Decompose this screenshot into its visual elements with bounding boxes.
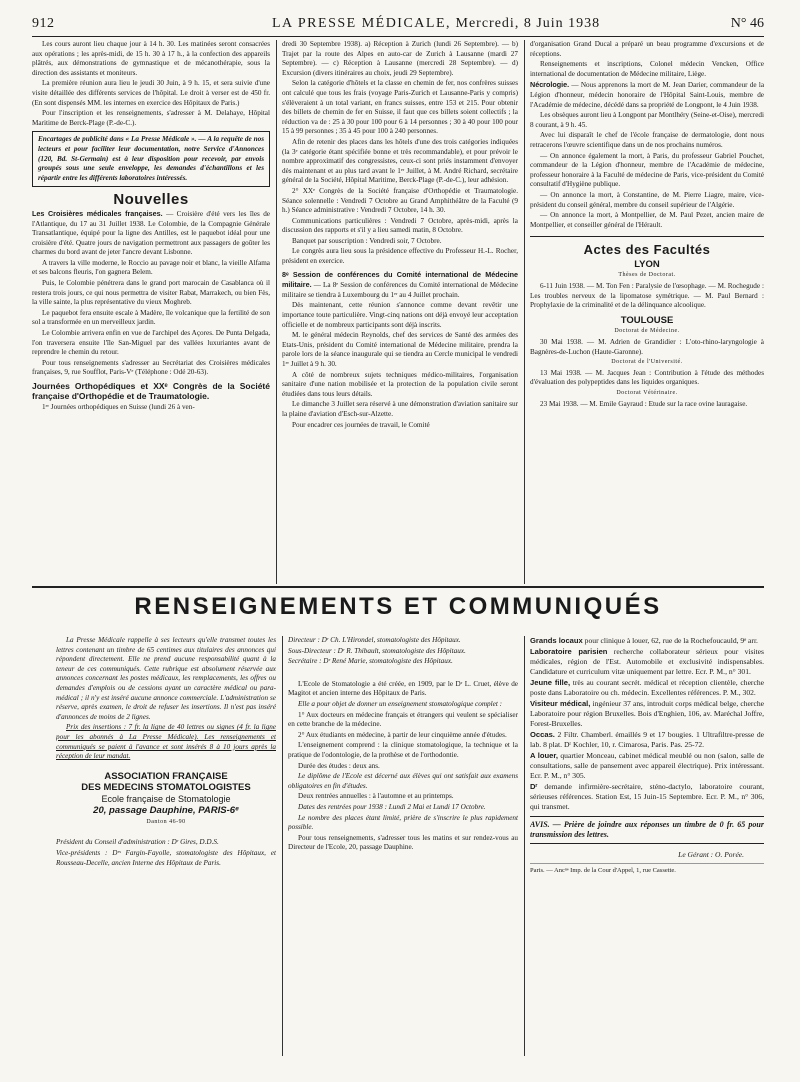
paragraph: Avec lui disparaît le chef de l'école française de dermatologie, dont nous retracerons l'œuvre scientifique dans un de nos prochains numéros.	[530, 131, 764, 149]
journal-title	[272, 16, 600, 32]
president: Président du Conseil d'administration : Dʳ Gires, D.D.S.	[56, 838, 219, 847]
subsection-title: Les Croisières médicales françaises.	[32, 208, 163, 218]
lower-column-1	[56, 636, 276, 1056]
school-address: 20, passage Dauphine, PARIS-6ᵉ	[93, 805, 239, 817]
section-title-actes: Actes des Facultés	[583, 242, 711, 258]
paragraph: 2° XXᵉ Congrès de la Société française d'Orthopédie et Traumatologie. Séance solennelle : Vendredi 7 Octobre au Grand Amphithéâtre de la Faculté (9 h.) Séance administrative : Vendredi 7 Octobre, 14 h. 30.	[282, 186, 518, 215]
paragraph: Elle a pour objet de donner un enseignement stomatologique complet :	[298, 699, 503, 708]
paragraph: M. le général médecin Reynolds, chef des services de Santé des armées des Etats-Unis, président du Comité international de Médecine militaire, prendra la parole lors de la séance inaugurale qui se tiendra au Cercle municipal le vendredi 1ᵉʳ Juillet à 9 h. 30.	[282, 331, 518, 368]
paragraph: L'Ecole de Stomatologie a été créée, en 1909, par le Dʳ L. Cruet, élève de Magitot et ancien interne des Hôpitaux de Paris.	[288, 679, 518, 698]
paragraph: Dès maintenant, cette réunion s'annonce comme devant revêtir une importance toute particulière. Vingt-cinq nations ont déjà envoyé leur acceptation officielle et de nombreux participants sont déjà inscrits.	[282, 301, 518, 329]
paragraph: d'organisation Grand Ducal a préparé un beau programme d'excursions et de réceptions.	[530, 40, 764, 58]
classified-text: recherche collaborateur sérieux pour visites médicales, région de l'Est. Automobile et exclusivité indispensables. Candidature et curriculum vitæ uniquement par lettre. Ecr. P. M., n° 301.	[530, 647, 764, 676]
lower-column-3	[530, 636, 764, 1056]
paragraph: L'enseignement comprend : la clinique stomatologique, la technique et la pratique de l'odontologie, de la prothèse et de l'orthodontie.	[288, 741, 518, 759]
subsection-title: Journées Orthopédiques et XXᵉ Congrès de la Société française d'Orthopédie et de Traumatologie.	[32, 381, 270, 401]
column-divider	[282, 636, 283, 1056]
subheading: Doctorat de l'Université.	[611, 359, 683, 366]
paragraph: 13 Mai 1938. — M. Jacques Jean : Contribution à l'étude des méthodes d'évaluation des polypeptides dans les liquides organiques.	[530, 368, 764, 387]
paragraph: A travers la ville moderne, le Roccio au pavage noir et blanc, la vieille Alfama et ses balcons fleuris, l'on gagnera Belem.	[32, 258, 270, 277]
section-title-nouvelles: Nouvelles	[113, 191, 189, 209]
secretary: Secrétaire : Dʳ René Marie, stomatologiste des Hôpitaux.	[288, 657, 453, 666]
classified-text: très au courant secrét. médical et réception clientèle, cherche poste dans Laboratoire ou ch. médecin. Excellentes références. P. M., 302.	[530, 678, 764, 697]
paragraph: A côté de nombreux sujets techniques médico-militaires, l'organisation sanitaire d'une nation mobilisée et la protection de la population civile seront étudiées dans tous leurs détails.	[282, 370, 518, 398]
subsection-title: 8ᵉ Session de conférences du Comité international de Médecine militaire.	[282, 269, 518, 290]
upper-column-3	[530, 40, 764, 584]
paragraph: Renseignements et inscriptions, Colonel médecin Vencken, Office international de documentation de Médecine militaire, Liège.	[530, 60, 764, 78]
paragraph: Durée des études : deux ans.	[298, 761, 380, 770]
vice-presidents: Vice-présidents : Dʳˢ Fargin-Fayolle, stomatologiste des Hôpitaux, et Rousseau-Decelle, ancien Interne des Hôpitaux de Paris.	[56, 848, 276, 867]
paragraph: 6-11 Juin 1938. — M. Ton Fen : Paralysie de l'œsophage. — M. Rochegude : Les troubles nerveux de la lipomatose symétrique. — M. Paul Bernard : Prophylaxie de la criminalité et de la délinquance alcoolique.	[530, 282, 764, 310]
notice-box: AVIS. — Prière de joindre aux réponses un timbre de 0 fr. 65 pour transmission des lettres.	[530, 816, 764, 844]
classified-title: Laboratoire parisien	[530, 647, 608, 656]
paragraph: Pour l'inscription et les renseignements, s'adresser à M. Delahaye, Hôpital Maritime de Berck-Plage (P.-de-C.).	[32, 109, 270, 127]
column-divider	[524, 636, 525, 1056]
header-rule	[32, 36, 764, 37]
paragraph: La première réunion aura lieu le jeudi 30 Juin, à 9 h. 15, et sera suivie d'une visite détaillée des différents services de l'hôpital. Le droit à verser est de 450 fr. (En sont dispensés MM. les internes en exercice des Hôpitaux de Paris.)	[32, 79, 270, 107]
school-name: Ecole française de Stomatologie	[101, 793, 231, 804]
paragraph: Le nombre des places étant limité, prière de s'inscrire le plus rapidement possible.	[288, 813, 518, 832]
paragraph: Pour tous renseignements, s'adresser tous les matins et sur rendez-vous au Directeur de l'Ecole, 20, passage Dauphine.	[288, 833, 518, 852]
paragraph: Le congrès aura lieu sous la présidence effective du Professeur H.-L. Rocher, président en exercice.	[282, 247, 518, 266]
paragraph: — On annonce la mort, à Montpellier, de M. Paul Pezet, ancien maire de Montpellier, et conseiller général de l'Hérault.	[530, 211, 764, 229]
paragraph: Le diplôme de l'Ecole est décerné aux élèves qui ont satisfait aux examens obligatoires en fin d'études.	[288, 772, 518, 790]
classified-text: quartier Monceau, cabinet médical meublé ou non (salon, salle de consultations, salle de pansement avec appareil électrique). Prix intéressant. Ecr. P. M., n° 305.	[530, 751, 764, 780]
upper-column-1	[32, 40, 270, 584]
paragraph: — On annonce la mort, à Constantine, de M. Pierre Liagre, maire, vice-président du conseil général, membre du conseil supérieur de l'Algérie.	[530, 190, 764, 209]
notice-prices: Prix des insertions : 7 fr. la ligne de 40 lettres ou signes (4 fr. la ligne pour les abonnés à La Presse Médicale). Les renseignements et communiqués se paient à l'avance et sont insérés 8 à 10 jours après la réception de leur mandat.	[56, 723, 276, 761]
banner-rule-top	[32, 586, 764, 588]
director: Directeur : Dʳ Ch. L'Hirondel, stomatologiste des Hôpitaux.	[288, 636, 461, 644]
column-divider	[276, 40, 277, 584]
paragraph: — Nous apprenons la mort de M. Jean Darier, commandeur de la Légion d'honneur, médecin honoraire de l'Hôpital Saint-Louis, membre de l'Académie de médecine, décédé dans sa propriété de Longpont, le 4 Juin 1938.	[530, 81, 764, 109]
journal-name: LA PRESSE MÉDICALE,	[272, 16, 452, 31]
paragraph: Le Colombie arrivera enfin en vue de l'archipel des Açores. De Punta Delgada, l'on traversera ensuite l'île San-Miguel par des vallées luxuriantes avant de reprendre le chemin du retour.	[32, 329, 270, 357]
paragraph: 2° Aux étudiants en médecine, à partir de leur cinquième année d'études.	[298, 730, 507, 739]
sub-director: Sous-Directeur : Dʳ R. Thibault, stomatologiste des Hôpitaux.	[288, 646, 466, 655]
classified-title: Visiteur médical,	[530, 699, 591, 708]
issue-number: N° 46	[730, 16, 764, 31]
upper-column-2	[282, 40, 518, 584]
section-divider	[530, 236, 764, 237]
paragraph: Les cours auront lieu chaque jour à 14 h. 30. Les matinées seront consacrées aux opérations ; les après-midi, de 15 h. 30 à 17 h., à la confection des appareils plâtrés, aux démonstrations de gymnastique et de mécanothérapie, sous la direction des assistants et moniteurs.	[32, 40, 270, 77]
paragraph: Banquet par souscription : Vendredi soir, 7 Octobre.	[292, 236, 442, 245]
page-header	[32, 14, 764, 36]
publicity-box: Encartages de publicité dans « La Presse Médicale ». — A la requête de nos lecteurs et pour faciliter leur documentation, notre Service d'Annonces (120, Bd. St-Germain) est à leur disposition pour recevoir, par envois groupés sous une seule enveloppe, les demandes d'échantillons et les répartir entre les différents laboratoires intéressés.	[32, 131, 270, 187]
column-divider	[524, 40, 525, 584]
paragraph: Deux rentrées annuelles : à l'automne et au printemps.	[298, 792, 454, 801]
paragraph: Dates des rentrées pour 1938 : Lundi 2 Mai et Lundi 17 Octobre.	[298, 802, 486, 811]
paragraph: Le dimanche 3 Juillet sera réservé à une démonstration d'aviation sanitaire sur la plaine d'aviation d'Esch-sur-Alzette.	[282, 400, 518, 418]
subsection-title: Nécrologie.	[530, 80, 570, 90]
paragraph: — La 8ᵉ Session de conférences du Comité international de Médecine militaire se tiendra à Luxembourg du 1ᵉʳ au 4 Juillet prochain.	[282, 281, 518, 299]
manager-signature: Le Gérant : O. Porée.	[678, 850, 744, 859]
paragraph: 23 Mai 1938. — M. Emile Gayraud : Etude sur la race ovine lauragaise.	[540, 399, 748, 408]
subheading: Doctorat Vétérinaire.	[616, 390, 678, 396]
association-name: DES MEDECINS STOMATOLOGISTES	[81, 782, 251, 794]
association-name: ASSOCIATION FRANÇAISE	[104, 770, 228, 782]
paragraph: Le paquebot fera ensuite escale à Madère, île volcanique que la fertilité de son sol a transformée en un merveilleux jardin.	[32, 308, 270, 327]
paragraph: 30 Mai 1938. — M. Adrien de Grandidier : L'oto-rhino-laryngologie à Bagnères-de-Luchon (Haute-Garonne).	[530, 338, 764, 356]
classified-text: pour clinique à louer, 62, rue de la Rochefoucauld, 9ᵉ arr.	[584, 636, 758, 645]
paragraph: Puis, le Colombie pénétrera dans le grand port marocain de Casablanca où il restera trois jours, ce qui nous permettra de visiter Rabat, Marrakech, ou bien Fès, la ville sainte, la plus représentative du vieux Moghreb.	[32, 279, 270, 307]
classified-text: ingénieur 37 ans, introduit corps médical belge, cherche Laboratoire pour région Bruxelles. Bois d'Enghien, 106, av. Maréchal Joffre, Forest-Bruxelles.	[530, 699, 764, 728]
notice-intro: La Presse Médicale rappelle à ses lecteurs qu'elle transmet toutes les lettres contenant un timbre de 65 centimes aux titulaires des annonces qui répondent directement. Elle ne prend aucune responsabilité quant à la teneur de ces communiqués. Cette rubrique est absolument réservée aux annonces concernant les postes médicaux, les remplacements, les offres ou demandes d'emplois ou de cessions ayant un caractère médical ou para-médical ; il n'y est inséré aucune annonce commerciale. L'administration se réserve, après examen, le droit de refuser les insertions. Il n'est pas inséré d'annonces de moins de 2 lignes.	[56, 636, 276, 721]
paragraph: Afin de retenir des places dans les hôtels d'une des trois catégories indiquées (la 3ᵉ catégorie étant spécifiée bonne et très recommandable), et pour prévoir le nombre approximatif des congressistes, ceux-ci sont priés instamment d'envoyer dès maintenant et au plus tard avant le 1ᵉʳ Juillet, à M. André Richard, secrétaire général de la Société, Hôpital Maritime, Berck-Plage (P.-de-C.), leur adhésion.	[282, 137, 518, 185]
classified-text: demande infirmière-secrétaire, sténo-dactylo, laboratoire courant, sérieuses références. Station Est, 15 Juin-15 Septembre. Ecr. P. M., n° 306, qui transmet.	[530, 782, 764, 811]
paragraph: — Croisière d'été vers les îles de l'Atlantique, du 17 au 31 Juillet 1938. Le Colombie, de la Compagnie Générale Transatlantique, équipé pour la ligne des Antilles, est le paquebot idéal pour une croisière d'été. Quatre jours de navigation permettront aux passagers de goûter les charmes du bord avant de jeter l'ancre devant Lisbonne.	[32, 209, 270, 257]
paragraph: 1ᵉʳ Journées orthopédiques en Suisse (lundi 26 à ven-	[42, 403, 195, 411]
telephone: Danton 46-90	[146, 818, 186, 825]
lower-column-2	[288, 636, 518, 1056]
subheading: Thèses de Doctorat.	[618, 272, 676, 279]
paragraph: Pour encadrer ces journées de travail, le Comité	[292, 420, 430, 429]
city-heading: TOULOUSE	[620, 314, 674, 326]
classified-title: Dʳ	[530, 782, 538, 791]
page-number: 912	[32, 16, 55, 31]
printer-line: Paris. — Ancⁿᵉ Imp. de la Cour d'Appel, 1, rue Cassette.	[530, 863, 764, 876]
paragraph: 1° Aux docteurs en médecine français et étrangers qui veulent se spécialiser en cette branche de la médecine.	[288, 710, 518, 729]
classified-text: 2 Filtr. Chamberl. émaillés 9 et 17 bougies. 1 Ultrafiltre-presse de lab. 8 plat. Dʳ Kochler, 10, r. Cimarosa, Paris. Pas. 25-72.	[530, 730, 764, 749]
paragraph: dredi 30 Septembre 1938). a) Réception à Zurich (lundi 26 Septembre). — b) Trajet par la route des Alpes en auto-car de Zurich à Lausanne (mardi 27 Septembre). — c) Réception à Lausanne (mercredi 28 Septembre). — d) Excursion (divers itinéraires au choix, jeudi 29 Septembre).	[282, 40, 518, 77]
subheading: Doctorat de Médecine.	[614, 328, 680, 335]
issue-date: Mercredi, 8 Juin 1938	[455, 16, 601, 31]
paragraph: Communications particulières : Vendredi 7 Octobre, après-midi, après la discussion des rapports et s'il y a lieu samedi matin, 8 Octobre.	[282, 216, 518, 235]
section-banner: RENSEIGNEMENTS ET COMMUNIQUÉS	[134, 593, 662, 620]
classified-title: Occas.	[530, 730, 555, 739]
classified-title: Grands locaux	[530, 636, 583, 645]
paragraph: Pour tous renseignements s'adresser au Secrétariat des Croisières médicales françaises, 9, rue Soufflot, Paris-Vᵉ (Téléphone : Odé 20-63).	[32, 358, 270, 377]
classified-title: Jeune fille,	[530, 678, 571, 687]
paragraph: Les obsèques auront lieu à Longpont par Montlhéry (Seine-et-Oise), mercredi 8 courant, à 9 h. 45.	[530, 111, 764, 129]
paragraph: Selon la catégorie d'hôtels et la classe en chemin de fer, nos confrères suisses ont calculé que tous les frais (voyage Paris-Zurich et Lausanne-Paris y compris) s'élèveraient à un total variant, en francs suisses, entre 153 et 215. Pour obtenir des billets de chemin de fer en Suisse, il faut que ces billets soient collectifs ; la réduction va de : 25 à 30 pour 100 pour 6 à 14 personnes ; 30 à 40 pour 100 pour 15 à 99 personnes ; 35 à 45 pour 100 à 240 personnes.	[282, 79, 518, 136]
city-heading: LYON	[634, 258, 660, 270]
classified-title: A louer,	[530, 751, 559, 760]
paragraph: — On annonce également la mort, à Paris, du professeur Gabriel Pouchet, commandeur de la Légion d'honneur, membre de l'Académie de médecine, professeur honoraire à la Faculté de médecine de Paris, vice-président du Comité consultatif d'Hygiène publique.	[530, 151, 764, 189]
